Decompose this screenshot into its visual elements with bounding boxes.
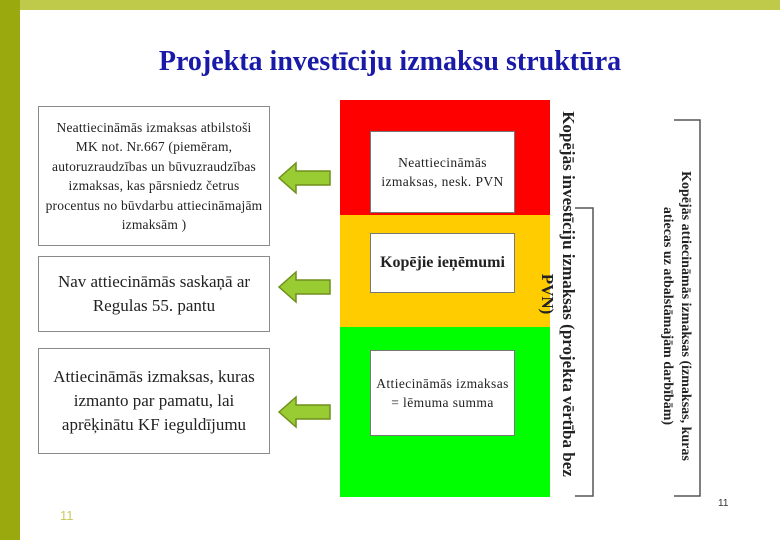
total-attributable-vertical-label: Kopējās attiecināmās izmaksas (izmaksas, kuras atiecas uz atbalstāmajām darbībām) (660, 171, 693, 461)
total-revenue-label-text: Kopējie ieņēmumi (380, 254, 505, 271)
nonattributable-mk-text: Neattiecināmās izmaksas atbilstoši MK not. Nr.667 (piemēram, autoruzraudzības un būvuzraudzības izmaksas, kas pārsniedz četrus procentus no būvdarbu attiecināmajām izmaksām ) (45, 119, 263, 232)
total-revenue-label (370, 233, 515, 293)
page-number-right: 11 (718, 498, 729, 509)
decision-amount-label (370, 350, 515, 436)
left-accent-bar (0, 0, 20, 540)
not-attributable-regulation-text: Nav attiecināmās saskaņā ar Regulas 55. pantu (57, 272, 251, 315)
page-number-left: 11 (60, 508, 74, 523)
attributable-costs-text: Attiecināmās izmaksas, kuras izmanto par pamatu, lai aprēķinātu KF ieguldījumu (53, 367, 255, 434)
not-attributable-regulation-box (38, 256, 270, 332)
nonattributable-costs-label (370, 131, 515, 213)
nonattributable-costs-label-text: Neattiecināmās izmaksas, nesk. PVN (381, 155, 504, 189)
arrow-left-icon-2 (278, 270, 332, 304)
arrow-left-icon-1 (278, 161, 332, 195)
attributable-costs-box (38, 348, 270, 454)
top-accent-bar (20, 0, 780, 10)
slide-title: Projekta investīciju izmaksu struktūra (158, 46, 622, 77)
decision-amount-label-text: Attiecināmās izmaksas = lēmuma summa (376, 376, 509, 410)
arrow-left-icon-3 (278, 395, 332, 429)
total-investment-vertical-label: Kopējās investīciju izmaksas (projekta vērtība bez PVN) (538, 111, 578, 477)
nonattributable-mk-box (38, 106, 270, 246)
